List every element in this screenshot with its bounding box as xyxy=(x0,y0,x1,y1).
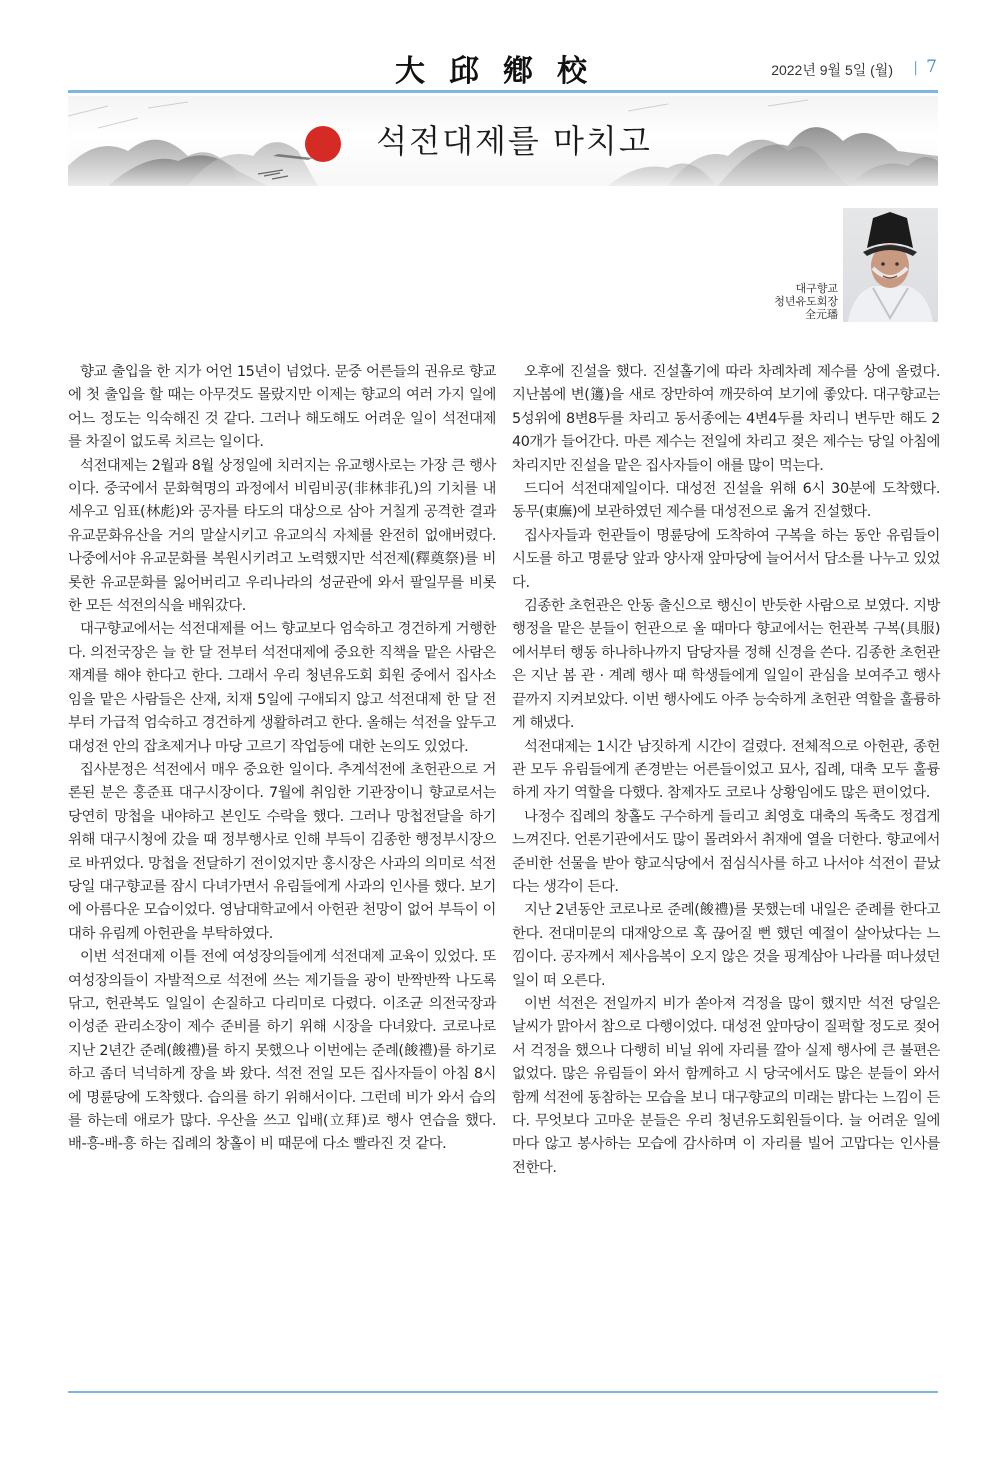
paragraph: 김종한 초헌관은 안동 출신으로 행신이 반듯한 사람으로 보였다. 지방행정을 맡은 분들이 헌관으로 올 때마다 향교에서는 헌관복 구복(具服)에서부터 행동 하나하나까지 담당자를 정해 신경을 쓴다. 김종한 초헌관은 지난 봄 관 · 계례 행사 때 학생들에게 일일이 관심을 보여주고 행사 끝까지 지켜보았다. 이번 행사에도 아주 능숙하게 초헌관 역할을 훌륭하게 해냈다. xyxy=(512,598,940,732)
author-organization: 대구향교 xyxy=(795,283,838,295)
header-rule xyxy=(68,90,938,93)
page-number: 7 xyxy=(926,57,937,77)
author-block xyxy=(760,208,940,322)
paragraph: 석전대제는 1시간 남짓하게 시간이 걸렸다. 전체적으로 아헌관, 종헌관 모두 유림들에게 존경받는 어른들이었고 묘사, 집례, 대축 모두 훌륭하게 자기 역할을 다했다. 참제자도 코로나 상황임에도 많은 편이었다. xyxy=(512,738,940,802)
masthead xyxy=(0,46,1005,90)
article-column-right xyxy=(512,361,940,1180)
paragraph: 대구향교에서는 석전대제를 어느 향교보다 엄숙하고 경건하게 거행한다. 의전국장은 늘 한 달 전부터 석전대제에 중요한 직책을 맡은 사람은 재계를 해야 한다고 한다. 그래서 우리 청년유도회 회원 중에서 집사소임을 맡은 사람들은 산재, 치재 5일에 구애되지 않고 석전대제 한 달 전부터 가급적 엄숙하고 경건하게 생활하려고 한다. 올해는 석전을 앞두고 대성전 안의 잡초제거나 마당 고르기 작업등에 대한 논의도 있었다. xyxy=(68,621,496,755)
author-position: 청년유도회장 xyxy=(774,296,838,308)
author-name: 全元璠 xyxy=(805,309,838,321)
paragraph: 드디어 석전대제일이다. 대성전 진설을 위해 6시 30분에 도착했다. 동무(東廡)에 보관하였던 제수를 대성전으로 옮겨 진설했다. xyxy=(512,481,940,521)
paragraph: 집사분정은 석전에서 매우 중요한 일이다. 추계석전에 초헌관으로 거론된 분은 홍준표 대구시장이다. 7월에 취임한 기관장이니 향교로서는 당연히 망첩을 내야하고 본인도 수락을 했다. 그러나 망첩전달을 하기 위해 대구시청에 갔을 때 정부행사로 인해 부득이 김종한 행정부시장으로 바뀌었다. 망첩을 전달하기 전이었지만 홍시장은 사과의 의미로 석전 당일 대구향교를 잠시 다녀가면서 유림들에게 사과의 인사를 했다. 보기에 아름다운 모습이었다. 영남대학교에서 아헌관 천망이 없어 부득이 이대하 유림께 아헌관을 부탁하였다. xyxy=(68,761,496,942)
paragraph: 오후에 진설을 했다. 진설홀기에 따라 차례차례 제수를 상에 올렸다. 지난봄에 변(籩)을 새로 장만하여 깨끗하여 보기에 좋았다. 대구향교는 5성위에 8변8두를 차리고 동서종에는 4변4두를 차리니 변두만 해도 240개가 들어간다. 마른 제수는 전일에 차리고 젖은 제수는 당일 아침에 차리지만 진설을 맡은 집사자들이 애를 많이 먹는다. xyxy=(512,364,940,474)
article-title: 석전대제를 마치고 xyxy=(376,122,652,160)
paragraph: 향교 출입을 한 지가 어언 15년이 넘었다. 문중 어른들의 권유로 향교에 첫 출입을 할 때는 아무것도 몰랐지만 이제는 향교의 여러 가지 일에 어느 정도는 익숙해진 것 같다. 그러나 해도해도 어려운 일이 석전대제를 차질이 없도록 치르는 일이다. xyxy=(68,364,496,451)
issue-date: 2022년 9월 5일 (월) xyxy=(771,62,893,78)
author-caption xyxy=(774,283,838,322)
article-column-left xyxy=(68,361,496,1157)
footer-rule xyxy=(68,1391,938,1393)
paragraph: 이번 석전대제 이틀 전에 여성장의들에게 석전대제 교육이 있었다. 또 여성장의들이 자발적으로 석전에 쓰는 제기들을 광이 반짝반짝 나도록 닦고, 헌관복도 일일이 손질하고 다리미로 다렸다. 이조균 의전국장과 이성준 관리소장이 제수 준비를 하기 위해 시장을 다녀왔다. 코로나로 지난 2년간 준례(餕禮)를 하지 못했으나 이번에는 준례(餕禮)를 하기로 하고 좀더 넉넉하게 장을 봐 왔다. 석전 전일 모든 집사자들이 아침 8시에 명륜당에 도착했다. 습의를 하기 위해서이다. 그런데 비가 와서 습의를 하는데 애로가 많다. 우산을 쓰고 입배(立拜)로 행사 연습을 했다. 배-흥-배-흥 하는 집례의 창홀이 비 때문에 다소 빨라진 것 같다. xyxy=(68,949,496,1153)
paragraph: 이번 석전은 전일까지 비가 쏟아져 걱정을 많이 했지만 석전 당일은 날씨가 맑아서 참으로 다행이었다. 대성전 앞마당이 질퍽할 정도로 젖어서 걱정을 했으나 다행히 비닐 위에 자리를 깔아 실제 행사에 큰 불편은 없었다. 많은 유림들이 와서 함께하고 시 당국에서도 많은 분들이 와서 함께 석전에 동참하는 모습을 보니 대구향교의 미래는 밝다는 느낌이 든다. 무엇보다 고마운 분들은 우리 청년유도회원들이다. 늘 어려운 일에 마다 않고 봉사하는 모습에 감사하며 이 자리를 빌어 고맙다는 인사를 전한다. xyxy=(512,995,940,1176)
date-separator: | xyxy=(913,60,918,76)
paragraph: 나정수 집례의 창홀도 구수하게 들리고 최영호 대축의 독축도 정겹게 느껴진다. 언론기관에서도 많이 몰려와서 취재에 열을 더한다. 향교에서 준비한 선물을 받아 향교식당에서 점심식사를 하고 나서야 석전이 끝났다는 생각이 든다. xyxy=(512,808,940,895)
paragraph: 석전대제는 2월과 8월 상정일에 치러지는 유교행사로는 가장 큰 행사이다. 중국에서 문화혁명의 과정에서 비림비공(非林非孔)의 기치를 내세우고 임표(林彪)와 공자를 타도의 대상으로 삼아 거칠게 공격한 결과 유교문화유산을 거의 말살시키고 유교의식 자체를 완전히 없애버렸다. 나중에서야 유교문화를 복원시키려고 노력했지만 석전제(釋奠祭)를 비롯한 유교문화를 잃어버리고 우리나라의 성균관에 와서 팔일무를 비롯한 모든 석전의식을 배워갔다. xyxy=(68,457,496,615)
paragraph: 집사자들과 헌관들이 명륜당에 도착하여 구복을 하는 동안 유림들이 시도를 하고 명륜당 앞과 양사재 앞마당에 늘어서서 담소를 나누고 있었다. xyxy=(512,527,940,591)
masthead-title: 大邱鄕校 xyxy=(395,54,611,89)
paragraph: 지난 2년동안 코로나로 준례(餕禮)를 못했는데 내일은 준례를 한다고 한다. 전대미문의 대재앙으로 혹 끊어질 뻔 했던 예절이 살아났다는 느낌이다. 공자께서 제사음복이 오지 않은 것을 핑계삼아 나라를 떠나셨던 일이 떠 오른다. xyxy=(512,902,940,989)
title-banner xyxy=(68,96,938,186)
author-photo xyxy=(843,208,938,322)
